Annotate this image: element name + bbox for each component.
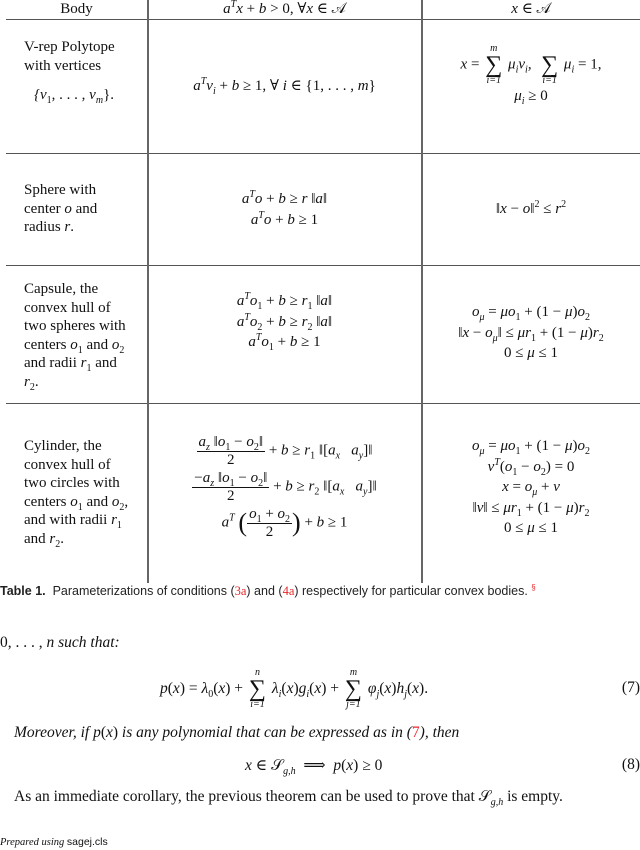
caption-label: Table 1. <box>0 584 46 598</box>
moreover-statement: Moreover, if p(x) is any polynomial that can be expressed as in (7), then <box>14 724 460 741</box>
equation-7: $p(x) = \lambda_0(x)$ + n ∑ i=1 $\lambda_i(x)g_i(x)$ + m ∑ j=1 $\varphi_j(x)h_j(x)$. (7) <box>160 667 640 711</box>
ref-eq-4a[interactable]: 4a <box>282 584 295 598</box>
row-sphere-membership: ‖x − o‖$^2$ ≤ $r^2$ <box>495 199 567 217</box>
row-capsule-body: Capsule, the convex hull of two spheres with centers $o_1$ and $o_2$ and radii $r_1$ and $r_2$. <box>24 281 126 393</box>
header-body: Body <box>60 1 93 17</box>
class-file-name: sagej.cls <box>66 836 108 848</box>
row-divider-1 <box>6 153 640 154</box>
equation-7-number: (7) <box>621 679 640 696</box>
row-polytope-condition: $a^Tv_i + b \ge 1$, ∀ i ∈ {1, . . . , m} <box>193 76 376 97</box>
ref-eq-3a[interactable]: 3a <box>234 584 247 598</box>
header-membership: x ∈ 𝒜 <box>511 1 551 17</box>
row-polytope-membership: x = m ∑ i=1 $\mu_iv_i$, ∑ i=1 $\mu_i = 1$, $\mu_i \ge 0$ <box>460 43 602 107</box>
row-cylinder-body: Cylinder, the convex hull of two circles with centers $o_1$ and $o_2$, and with radii $r_1$ and $r_2$. <box>24 438 129 550</box>
corollary-sentence: As an immediate corollary, the previous theorem can be used to prove that 𝒮$_{g,h}$ is empty. <box>14 788 563 809</box>
row-cylinder-condition: $\frac{a_z ‖o_1 - o_2‖}{2}$ + $b \ge r_1$ $‖[a_x$ $a_y]‖$ $\frac{-a_z ‖o_1 - o_2‖}{2}$ + $b \ge r_2$ $‖[a_x$ $a_y]‖$ $a^T$ ( $\frac{o_1 + o_2}{2}$ ) + b ≥ 1 <box>194 434 377 540</box>
equation-8: x ∈ 𝒮$_{g,h}$ ⟹ p(x) ≥ 0 (8) <box>245 756 640 778</box>
row-polytope-body: V-rep Polytope with vertices {$v_1$, . . . , $v_m$}. <box>24 39 115 106</box>
header-rule <box>6 19 640 20</box>
table-caption: Table 1. Parameterizations of conditions (3a) and (4a) respectively for particular convex bodies. § <box>0 582 536 598</box>
ref-eq-7[interactable]: 7 <box>411 724 420 741</box>
row-cylinder-membership: $o_\mu = \mu o_1 + (1 - \mu)o_2$ $v^T(o_1 - o_2) = 0$ $x = o_\mu + v$ ‖v‖ ≤ $\mu r_1 + (1 - \mu)r_2$ 0 ≤ μ ≤ 1 <box>472 438 590 536</box>
row-sphere-condition: $a^To + b \ge r$ ‖a‖ $a^To + b \ge 1$ <box>241 189 328 228</box>
footnote-mark[interactable]: § <box>531 582 536 592</box>
row-divider-2 <box>6 265 640 266</box>
row-capsule-membership: $o_\mu = \mu o_1 + (1 - \mu)o_2$ ‖x − $o_\mu‖ \le \mu r_1 + (1 - \mu)r_2$ 0 ≤ μ ≤ 1 <box>458 304 604 361</box>
page-footer: Prepared using sagej.cls <box>0 836 108 848</box>
row-sphere-body: Sphere with center o and radius r. <box>24 182 98 235</box>
equation-8-number: (8) <box>621 756 640 773</box>
row-capsule-condition: $a^To_1 + b \ge r_1$ ‖a‖ $a^To_2 + b \ge r_2$ ‖a‖ $a^To_1 + b \ge 1$ <box>236 291 333 353</box>
row-divider-3 <box>6 403 640 404</box>
theorem-continuation: 0, . . . , n such that: <box>0 634 120 651</box>
header-condition: $a^Tx + b > 0$, ∀x ∈ 𝒜 <box>223 0 346 17</box>
